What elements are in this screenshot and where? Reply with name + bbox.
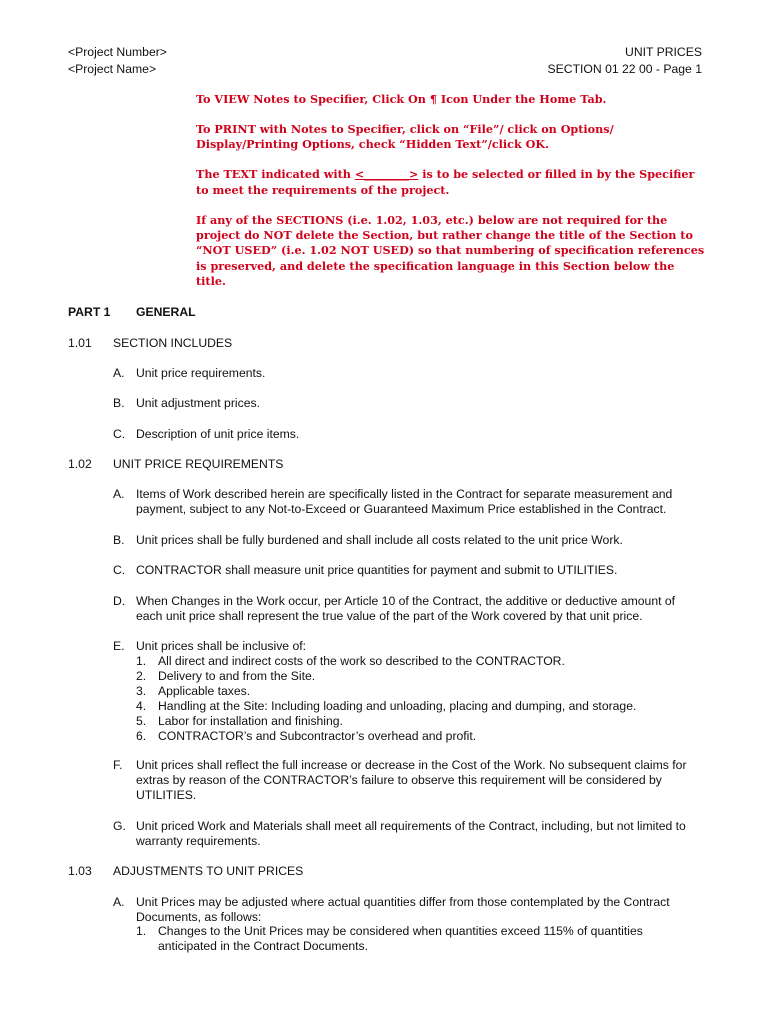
section-heading-103: ADJUSTMENTS TO UNIT PRICES [113, 864, 304, 878]
note-text-prefix: The TEXT indicated with [196, 167, 355, 182]
note-text [196, 167, 706, 198]
part-title: GENERAL [136, 305, 196, 319]
sub-item-number: 6. [136, 729, 147, 743]
item-text: Unit prices shall be fully burdened and shall include all costs related to the unit price Work. [136, 533, 623, 547]
item-text: Unit prices shall be inclusive of: [136, 639, 307, 653]
item-text: When Changes in the Work occur, per Article 10 of the Contract, the additive or deductive amount of each unit price shall represent the true value of the part of the Work covered by that unit price. [136, 594, 676, 624]
section-heading-102: UNIT PRICE REQUIREMENTS [113, 457, 284, 471]
section-number-101: 1.01 [68, 336, 92, 350]
note-view: To VIEW Notes to Specifier, Click On ¶ Icon Under the Home Tab. [196, 92, 607, 106]
note-print: To PRINT with Notes to Specifier, click on “File”/ click on Options/ Display/Printing Options, check “Hidden Text”/click OK. [196, 121, 614, 152]
item-text: Unit prices shall reflect the full increase or decrease in the Cost of the Work. No subsequent claims for extras by reason of the CONTRACTOR’s failure to observe this requirement will be considered by UTILITIES. [136, 758, 687, 803]
list-item [113, 487, 703, 517]
item-text: CONTRACTOR shall measure unit price quantities for payment and submit to UTILITIES. [136, 563, 618, 577]
list-item [113, 396, 703, 411]
list-item [113, 819, 703, 849]
section-number-103: 1.03 [68, 864, 92, 878]
sub-item-text: CONTRACTOR’s and Subcontractor’s overhead and profit. [158, 729, 477, 743]
item-text: Unit priced Work and Materials shall meet all requirements of the Contract, including, but not limited to warranty requirements. [136, 819, 686, 849]
sub-list-item [136, 669, 315, 684]
section-number-102: 1.02 [68, 457, 92, 471]
sub-list-item [136, 699, 636, 714]
sub-item-number: 2. [136, 669, 147, 683]
item-text: Unit adjustment prices. [136, 396, 260, 410]
sub-item-number: 4. [136, 699, 147, 713]
list-item [113, 563, 703, 578]
header-left [68, 44, 167, 78]
project-number: <Project Number> [68, 45, 167, 59]
item-label: A. [113, 487, 125, 501]
sub-item-number: 3. [136, 684, 147, 698]
sub-item-number: 1. [136, 654, 147, 668]
sub-item-text: Handling at the Site: Including loading and unloading, placing and dumping, and storage. [158, 699, 637, 713]
note-text-marker: <________> [354, 167, 419, 182]
sub-item-text: Applicable taxes. [158, 684, 251, 698]
item-label: G. [113, 819, 126, 833]
project-name: <Project Name> [68, 62, 157, 76]
list-item [113, 366, 703, 381]
list-item [113, 533, 703, 548]
item-label: C. [113, 563, 126, 577]
note-text-suffix: is to be selected or filled in by the Specifier to meet the requirements of the project. [196, 167, 695, 197]
sub-item-text: Delivery to and from the Site. [158, 669, 316, 683]
note-sections: If any of the SECTIONS (i.e. 1.02, 1.03, etc.) below are not required for the project do NOT delete the Section, but rather change the title of the Section to “NOT USED” (i.e. 1.02 NOT USED) so that numbering of specification references is preserved, and delete the specification language in this Section below the title. [196, 212, 705, 289]
item-label: E. [113, 639, 125, 653]
list-item [113, 895, 703, 925]
sub-item-text: All direct and indirect costs of the work so described to the CONTRACTOR. [158, 654, 565, 668]
sub-list-item [136, 684, 250, 699]
list-item [113, 427, 703, 442]
sub-list-item [136, 654, 565, 669]
list-item [113, 594, 703, 624]
item-label: F. [113, 758, 123, 772]
notes-to-specifier [196, 92, 706, 304]
section-page: SECTION 01 22 00 - Page 1 [547, 62, 702, 76]
item-label: B. [113, 396, 125, 410]
item-label: B. [113, 533, 125, 547]
sub-item-text: Labor for installation and finishing. [158, 714, 343, 728]
part-number: PART 1 [68, 305, 111, 319]
item-label: A. [113, 895, 125, 909]
list-item [113, 639, 703, 654]
item-label: D. [113, 594, 126, 608]
sub-item-number: 1. [136, 924, 147, 938]
item-label: A. [113, 366, 125, 380]
sub-list-item [136, 714, 343, 729]
section-heading-101: SECTION INCLUDES [113, 336, 233, 350]
list-item [113, 758, 703, 804]
item-text: Description of unit price items. [136, 427, 300, 441]
header-right [548, 44, 702, 78]
sub-item-text: Changes to the Unit Prices may be considered when quantities exceed 115% of quantities anticipated in the Contract Documents. [158, 924, 643, 954]
sub-list-item [136, 924, 676, 954]
item-text: Unit price requirements. [136, 366, 266, 380]
item-label: C. [113, 427, 126, 441]
item-text: Unit Prices may be adjusted where actual quantities differ from those contemplated by the Contract Documents, as follows: [136, 895, 670, 925]
section-title: UNIT PRICES [625, 45, 702, 59]
sub-item-number: 5. [136, 714, 147, 728]
item-text: Items of Work described herein are specifically listed in the Contract for separate measurement and payment, subject to any Not-to-Exceed or Guaranteed Maximum Price established in the Contract. [136, 487, 673, 517]
sub-list-item [136, 729, 476, 744]
